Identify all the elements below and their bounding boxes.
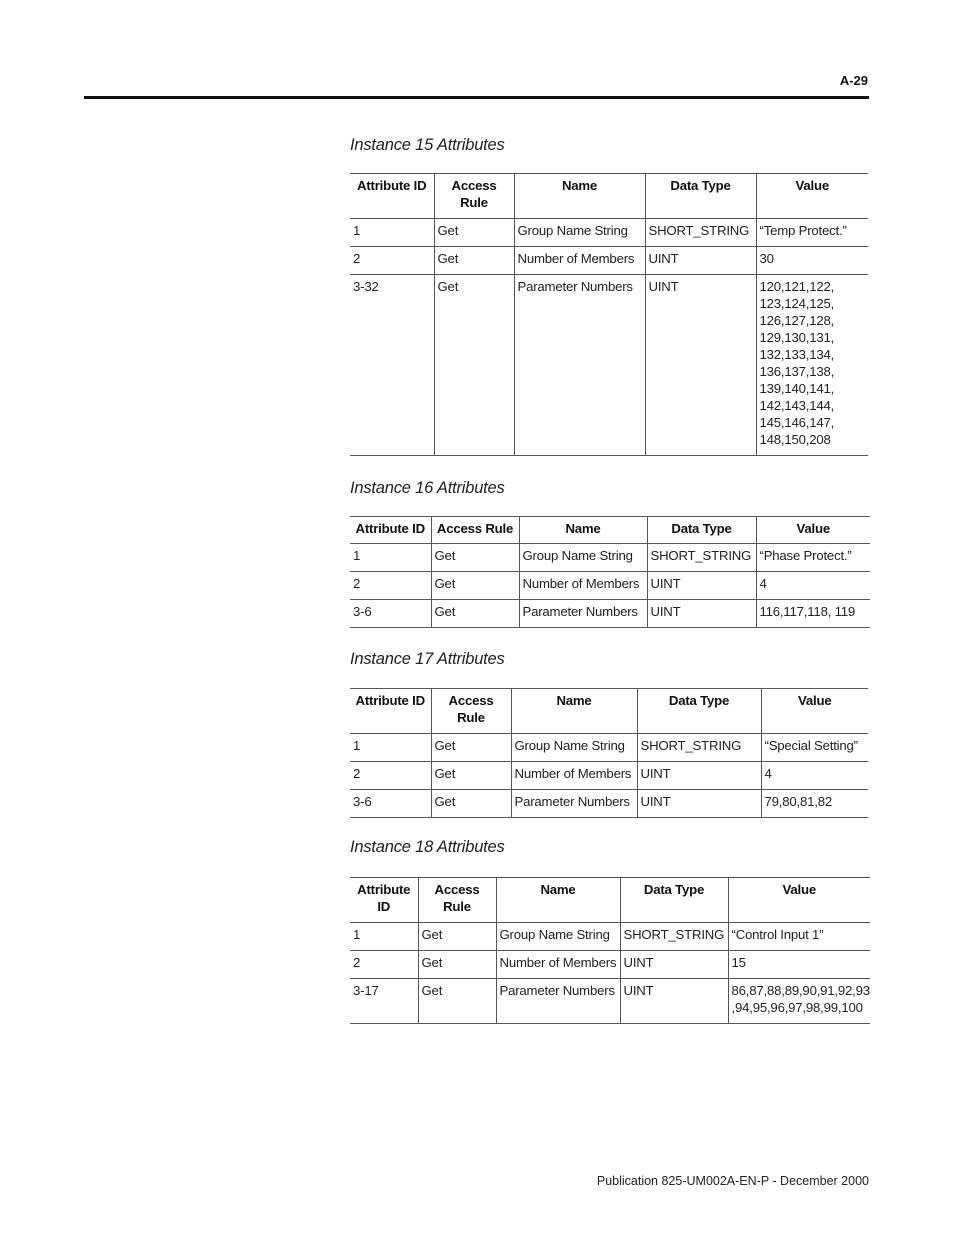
cell-name: Group Name String: [519, 544, 647, 572]
header-access-rule: Access Rule: [434, 174, 514, 219]
value-line: 123,124,125,: [759, 296, 835, 311]
cell-name: Parameter Numbers: [519, 600, 647, 628]
cell-access-rule: Get: [418, 923, 496, 951]
cell-data-type: SHORT_STRING: [637, 734, 761, 762]
cell-attribute-id: 2: [350, 247, 434, 275]
instance-18-title: Instance 18 Attributes: [350, 838, 505, 856]
table-row: [350, 762, 868, 790]
cell-data-type: UINT: [645, 275, 756, 456]
cell-attribute-id: 3-6: [350, 600, 431, 628]
instance-17-title: Instance 17 Attributes: [350, 650, 505, 668]
table-row: [350, 923, 870, 951]
cell-value: [728, 979, 870, 1024]
cell-attribute-id: 1: [350, 544, 431, 572]
header-rule: [84, 96, 869, 99]
header-access-rule: Access Rule: [431, 517, 519, 544]
value-line: 142,143,144,: [759, 398, 835, 413]
header-access-rule: Access Rule: [418, 878, 496, 923]
header-data-type: Data Type: [645, 174, 756, 219]
cell-data-type: UINT: [637, 762, 761, 790]
cell-access-rule: Get: [418, 979, 496, 1024]
cell-attribute-id: 1: [350, 219, 434, 247]
cell-value: 79,80,81,82: [761, 790, 868, 818]
cell-name: Parameter Numbers: [496, 979, 620, 1024]
cell-access-rule: Get: [431, 762, 511, 790]
publication-footer: Publication 825-UM002A-EN-P - December 2000: [596, 1174, 869, 1188]
value-line: 148,150,208: [759, 432, 831, 447]
value-line: 126,127,128,: [759, 313, 835, 328]
table-row: [350, 790, 868, 818]
cell-name: Parameter Numbers: [514, 275, 645, 456]
cell-access-rule: Get: [418, 951, 496, 979]
header-data-type: Data Type: [647, 517, 756, 544]
cell-access-rule: Get: [431, 544, 519, 572]
cell-value: 30: [756, 247, 868, 275]
table-row: [350, 572, 870, 600]
cell-value: 116,117,118, 119: [756, 600, 870, 628]
instance-15-table: [350, 173, 868, 456]
cell-access-rule: Get: [431, 572, 519, 600]
cell-name: Number of Members: [519, 572, 647, 600]
cell-name: Number of Members: [496, 951, 620, 979]
cell-data-type: SHORT_STRING: [645, 219, 756, 247]
cell-data-type: UINT: [637, 790, 761, 818]
cell-data-type: SHORT_STRING: [647, 544, 756, 572]
cell-name: Number of Members: [511, 762, 637, 790]
cell-name: Group Name String: [496, 923, 620, 951]
table-header-row: [350, 517, 870, 544]
cell-access-rule: Get: [431, 790, 511, 818]
header-attribute-id: Attribute ID: [350, 174, 434, 219]
table-row: [350, 247, 868, 275]
header-value: Value: [761, 689, 868, 734]
header-data-type: Data Type: [620, 878, 728, 923]
header-value: Value: [728, 878, 870, 923]
table-row: [350, 219, 868, 247]
cell-access-rule: Get: [431, 600, 519, 628]
table-header-row: [350, 174, 868, 219]
cell-access-rule: Get: [434, 219, 514, 247]
instance-18-table: [350, 877, 870, 1024]
value-line: 86,87,88,89,90,91,92,93: [731, 983, 870, 998]
instance-16-title: Instance 16 Attributes: [350, 479, 505, 497]
table-header-row: [350, 689, 868, 734]
cell-attribute-id: 3-32: [350, 275, 434, 456]
cell-value: 4: [761, 762, 868, 790]
header-value: Value: [756, 517, 870, 544]
table-row: [350, 979, 870, 1024]
value-line: ,94,95,96,97,98,99,100: [731, 1000, 863, 1015]
cell-name: Group Name String: [511, 734, 637, 762]
value-line: 129,130,131,: [759, 330, 835, 345]
cell-data-type: UINT: [647, 572, 756, 600]
header-attribute-id: Attribute ID: [350, 689, 431, 734]
table-row: [350, 544, 870, 572]
cell-attribute-id: 2: [350, 572, 431, 600]
cell-value: [756, 275, 868, 456]
cell-value: 4: [756, 572, 870, 600]
instance-15-title: Instance 15 Attributes: [350, 136, 505, 154]
cell-data-type: SHORT_STRING: [620, 923, 728, 951]
header-access-rule: Access Rule: [431, 689, 511, 734]
page-number: A-29: [839, 73, 868, 88]
value-line: 120,121,122,: [759, 279, 835, 294]
instance-16-table: [350, 516, 870, 628]
value-line: 132,133,134,: [759, 347, 835, 362]
header-name: Name: [511, 689, 637, 734]
header-value: Value: [756, 174, 868, 219]
cell-attribute-id: 1: [350, 734, 431, 762]
cell-value: “Control Input 1”: [728, 923, 870, 951]
cell-attribute-id: 2: [350, 762, 431, 790]
cell-attribute-id: 3-6: [350, 790, 431, 818]
table-header-row: [350, 878, 870, 923]
cell-value: “Phase Protect.”: [756, 544, 870, 572]
table-row: [350, 951, 870, 979]
cell-value: “Temp Protect.”: [756, 219, 868, 247]
value-line: 145,146,147,: [759, 415, 835, 430]
header-attribute-id: Attribute ID: [350, 878, 418, 923]
header-name: Name: [514, 174, 645, 219]
cell-name: Number of Members: [514, 247, 645, 275]
header-name: Name: [519, 517, 647, 544]
header-name: Name: [496, 878, 620, 923]
cell-data-type: UINT: [620, 979, 728, 1024]
cell-value: 15: [728, 951, 870, 979]
header-attribute-id: Attribute ID: [350, 517, 431, 544]
instance-17-table: [350, 688, 868, 818]
cell-access-rule: Get: [431, 734, 511, 762]
header-data-type: Data Type: [637, 689, 761, 734]
value-line: 136,137,138,: [759, 364, 835, 379]
cell-access-rule: Get: [434, 247, 514, 275]
table-row: [350, 275, 868, 456]
cell-attribute-id: 1: [350, 923, 418, 951]
cell-data-type: UINT: [620, 951, 728, 979]
cell-name: Parameter Numbers: [511, 790, 637, 818]
cell-data-type: UINT: [647, 600, 756, 628]
cell-access-rule: Get: [434, 275, 514, 456]
value-line: 139,140,141,: [759, 381, 835, 396]
cell-data-type: UINT: [645, 247, 756, 275]
table-row: [350, 600, 870, 628]
table-row: [350, 734, 868, 762]
cell-value: “Special Setting”: [761, 734, 868, 762]
cell-name: Group Name String: [514, 219, 645, 247]
cell-attribute-id: 2: [350, 951, 418, 979]
cell-attribute-id: 3-17: [350, 979, 418, 1024]
